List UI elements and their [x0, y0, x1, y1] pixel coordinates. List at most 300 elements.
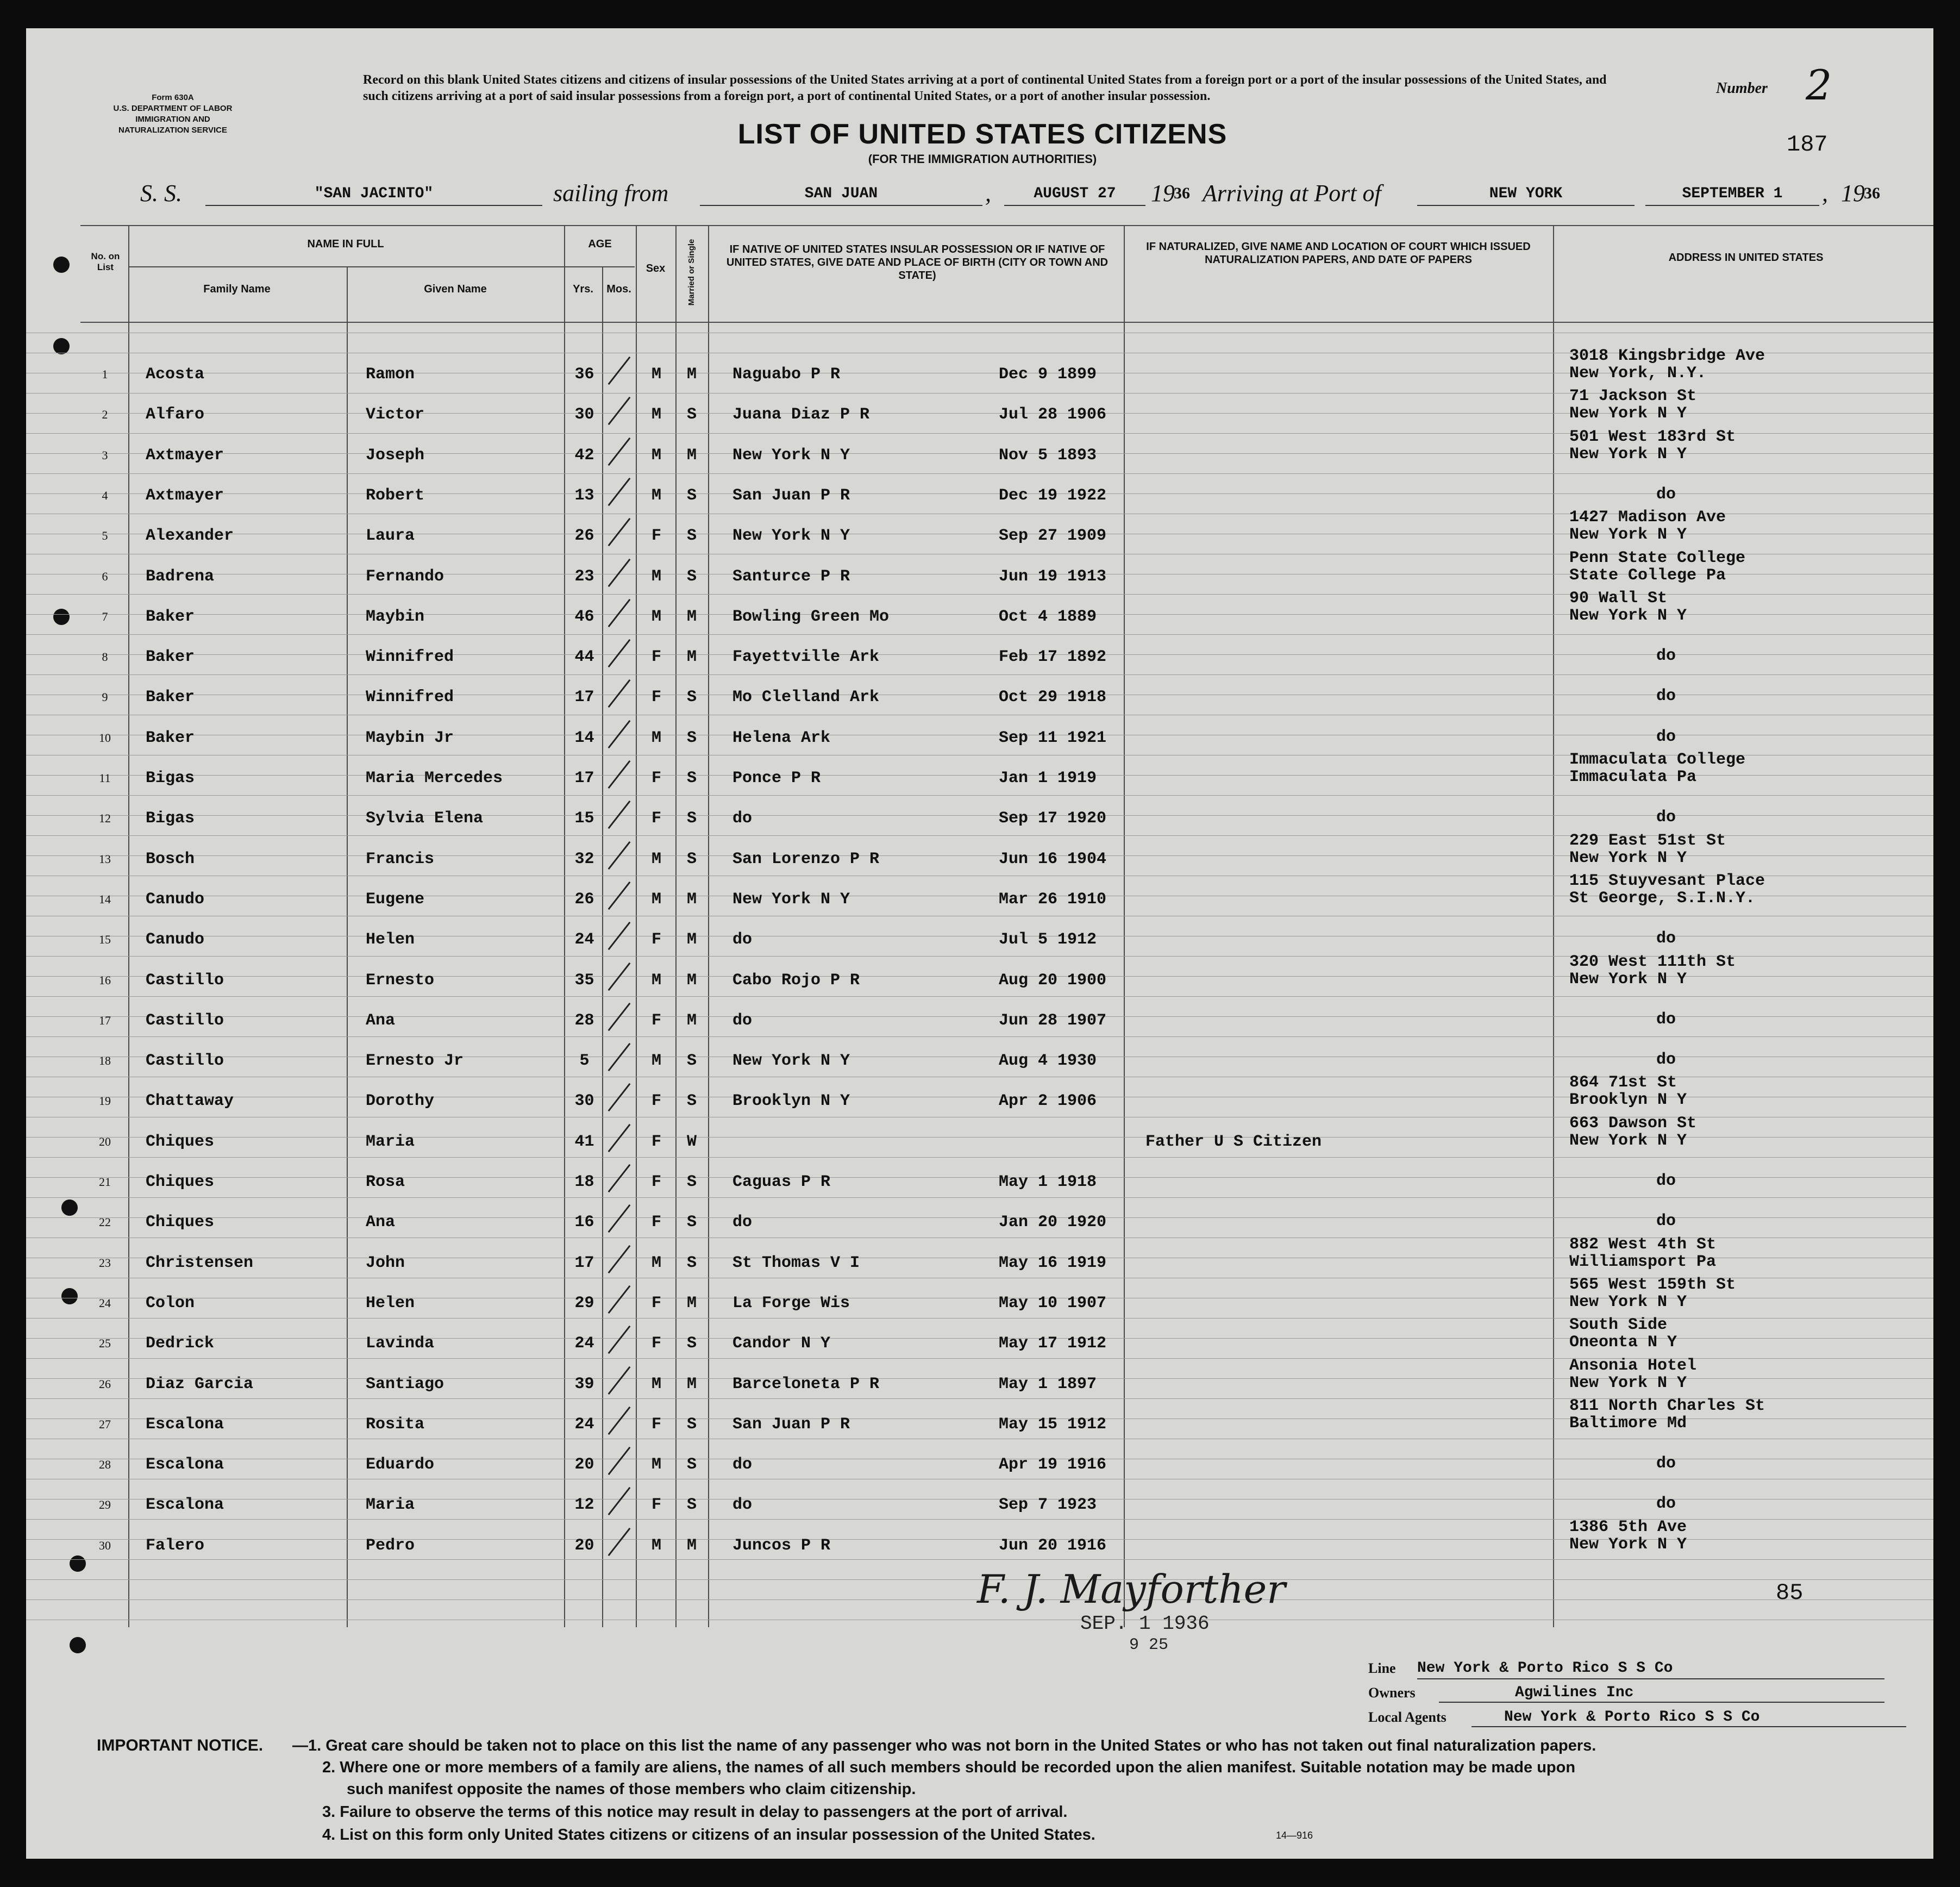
given-name-cell: Maria [366, 1496, 415, 1515]
given-name-cell: Santiago [366, 1374, 444, 1394]
address-line2-cell: New York N Y [1569, 848, 1687, 867]
marital-status-cell: S [686, 1052, 697, 1071]
ruled-line [26, 1157, 1933, 1158]
sex-cell: F [651, 1011, 661, 1030]
row-number: 11 [99, 771, 111, 785]
ruled-line [26, 1217, 1933, 1218]
mos-slash-mark [608, 1285, 631, 1314]
birth-date-cell: Apr 2 1906 [999, 1092, 1097, 1111]
sailing-label: sailing from [553, 180, 669, 207]
birth-date-cell: Jun 16 1904 [999, 849, 1107, 868]
marital-status-cell: M [686, 971, 697, 990]
birth-date-cell: Dec 9 1899 [999, 365, 1097, 384]
birth-date-cell: Jan 20 1920 [999, 1213, 1107, 1232]
family-name-cell: Chiques [146, 1132, 215, 1151]
birth-date-cell: Mar 26 1910 [999, 890, 1107, 909]
ruled-line [26, 473, 1933, 474]
birth-place-cell: Bowling Green Mo [732, 607, 890, 626]
punch-hole [53, 609, 70, 625]
sex-cell: M [651, 1374, 661, 1394]
row-number: 26 [99, 1377, 111, 1391]
marital-status-cell: M [686, 446, 697, 465]
birth-place-cell: New York N Y [732, 527, 850, 546]
family-name-cell: Bosch [146, 849, 195, 868]
birth-date-cell: Oct 29 1918 [999, 688, 1107, 707]
address-line1-cell: 320 West 111th St [1569, 952, 1736, 971]
col-divider [564, 225, 565, 1627]
address-line1-cell: 90 Wall St [1569, 589, 1668, 608]
sex-cell: F [651, 1496, 661, 1515]
col-divider [708, 225, 709, 1627]
family-name-cell: Castillo [146, 1011, 224, 1030]
birth-date-cell: Jun 20 1916 [999, 1536, 1107, 1555]
family-name-cell: Escalona [146, 1455, 224, 1474]
marital-status-cell: S [686, 728, 697, 747]
sex-cell: F [651, 527, 661, 546]
given-name-cell: Maria Mercedes [366, 769, 503, 788]
birth-place-cell: Candor N Y [732, 1334, 831, 1353]
given-name-cell: Rosita [366, 1415, 425, 1434]
given-name-cell: Winnifred [366, 688, 454, 707]
address-line2-cell: New York N Y [1569, 526, 1687, 545]
sex-cell: M [651, 567, 661, 586]
col-divider [1124, 225, 1125, 1627]
sex-cell: M [651, 405, 661, 424]
address-line1-cell: 229 East 51st St [1569, 831, 1726, 850]
given-name-cell: Ramon [366, 365, 415, 384]
birth-place-cell: Fayettville Ark [732, 648, 880, 667]
marital-status-cell: S [686, 1173, 697, 1191]
header-yrs: Yrs. [573, 283, 593, 295]
mos-slash-mark [608, 760, 631, 789]
mos-slash-mark [608, 1528, 631, 1556]
family-name-cell: Baker [146, 648, 195, 667]
given-name-cell: Helen [366, 930, 415, 949]
row-number: 7 [102, 609, 108, 623]
row-number: 19 [99, 1094, 111, 1108]
marital-status-cell: M [686, 1011, 697, 1030]
address-line1-cell: 71 Jackson St [1569, 387, 1697, 406]
given-name-cell: Maybin [366, 607, 425, 626]
officer-signature: F. J. Mayforther [977, 1566, 1286, 1612]
comma: , [1822, 180, 1828, 207]
marital-status-cell: S [686, 1092, 697, 1111]
address-line2-cell: do [1656, 1051, 1676, 1070]
family-name-cell: Acosta [146, 365, 205, 384]
given-name-cell: Maria [366, 1132, 415, 1151]
given-name-cell: Sylvia Elena [366, 809, 484, 828]
row-number: 1 [102, 367, 108, 381]
given-name-cell: Pedro [366, 1536, 415, 1555]
given-name-cell: Lavinda [366, 1334, 435, 1353]
family-name-cell: Diaz Garcia [146, 1374, 254, 1394]
sex-cell: F [651, 1092, 661, 1111]
birth-date-cell: Aug 20 1900 [999, 971, 1107, 990]
departure-year-prefix: 19 [1151, 180, 1175, 207]
mos-slash-mark [608, 1487, 631, 1515]
row-number: 25 [99, 1336, 111, 1351]
age-cell: 30 [574, 405, 594, 424]
birth-place-cell: New York N Y [732, 1052, 850, 1071]
given-name-cell: Ernesto [366, 971, 435, 990]
given-name-cell: Ernesto Jr [366, 1052, 464, 1071]
total-count: 85 [1776, 1580, 1804, 1606]
line-label: Line [1368, 1660, 1396, 1676]
mos-slash-mark [608, 437, 631, 465]
birth-date-cell: Feb 17 1892 [999, 648, 1107, 667]
page-subtitle: (FOR THE IMMIGRATION AUTHORITIES) [868, 152, 1097, 166]
preamble-text: Record on this blank United States citizens and citizens of insular possessions of the United States arriving at a port of continental United States from a foreign port or a port of the insular possessions of the United States, and such citizens arriving at a port of said insular possessions from a foreign port, a port of continental United States, or a port of another insular possession. [363, 73, 1607, 103]
address-line2-cell: New York N Y [1569, 445, 1687, 464]
birth-place-cell: San Juan P R [732, 486, 850, 505]
age-cell: 26 [574, 527, 594, 546]
address-line2-cell: do [1656, 1454, 1676, 1473]
header-no-on-list: No. on List [91, 251, 120, 272]
family-name-cell: Escalona [146, 1496, 224, 1515]
page-title: LIST OF UNITED STATES CITIZENS [737, 118, 1228, 150]
address-line2-cell: Williamsport Pa [1569, 1252, 1717, 1271]
birth-place-cell: Ponce P R [732, 769, 821, 788]
comma: , [985, 180, 991, 207]
marital-status-cell: S [686, 1496, 697, 1515]
age-cell: 28 [574, 1011, 594, 1030]
ruled-line [26, 815, 1933, 816]
sex-cell: M [651, 849, 661, 868]
given-name-cell: Dorothy [366, 1092, 435, 1111]
birth-place-cell: Juana Diaz P R [732, 405, 870, 424]
number-value: 2 [1806, 61, 1832, 109]
age-cell: 41 [574, 1132, 594, 1151]
given-name-cell: Ana [366, 1213, 396, 1232]
row-number: 12 [99, 811, 111, 826]
age-cell: 39 [574, 1374, 594, 1394]
departure-date: AUGUST 27 [1004, 183, 1145, 206]
ship-name: "SAN JACINTO" [205, 183, 542, 206]
address-line2-cell: do [1656, 647, 1676, 666]
family-name-cell: Canudo [146, 890, 205, 909]
address-line2-cell: New York N Y [1569, 1373, 1687, 1392]
marital-status-cell: S [686, 1455, 697, 1474]
mos-slash-mark [608, 397, 631, 425]
mos-slash-mark [608, 679, 631, 708]
birth-place-cell: St Thomas V I [732, 1253, 860, 1272]
sex-cell: F [651, 930, 661, 949]
age-cell: 20 [574, 1536, 594, 1555]
address-line2-cell: Brooklyn N Y [1569, 1091, 1687, 1110]
family-name-cell: Badrena [146, 567, 215, 586]
given-name-cell: Francis [366, 849, 435, 868]
name-subheader-divider [128, 266, 579, 267]
birth-date-cell: May 17 1912 [999, 1334, 1107, 1353]
address-line2-cell: do [1656, 1172, 1676, 1190]
address-line2-cell: do [1656, 1495, 1676, 1514]
header-married-single: Married or Single [687, 239, 696, 306]
age-cell: 24 [574, 1415, 594, 1434]
arrival-date: SEPTEMBER 1 [1645, 183, 1819, 206]
sex-cell: M [651, 1253, 661, 1272]
sex-cell: M [651, 890, 661, 909]
mos-slash-mark [608, 1083, 631, 1111]
header-birth: IF NATIVE OF UNITED STATES INSULAR POSSESSION OR IF NATIVE OF UNITED STATES, GIVE DATE AND PLACE OF BIRTH (CITY OR TOWN AND STATE) [726, 243, 1109, 282]
given-name-cell: Ana [366, 1011, 396, 1030]
agents-value: New York & Porto Rico S S Co [1471, 1708, 1906, 1727]
family-name-cell: Dedrick [146, 1334, 215, 1353]
sex-cell: M [651, 1455, 661, 1474]
marital-status-cell: M [686, 930, 697, 949]
mos-slash-mark [608, 599, 631, 627]
time-stamp: 9 25 [1129, 1636, 1169, 1654]
address-line1-cell: 882 West 4th St [1569, 1235, 1717, 1254]
birth-place-cell: Santurce P R [732, 567, 850, 586]
notice-2a: 2. Where one or more members of a family are aliens, the names of all such members should be recorded upon the alien manifest. Suitable notation may be made upon [322, 1759, 1576, 1776]
age-cell: 44 [574, 648, 594, 667]
birth-date-cell: May 10 1907 [999, 1294, 1107, 1313]
marital-status-cell: S [686, 688, 697, 707]
mos-slash-mark [608, 1124, 631, 1152]
sex-cell: M [651, 1052, 661, 1071]
col-divider [347, 267, 348, 1627]
family-name-cell: Escalona [146, 1415, 224, 1434]
row-number: 9 [102, 690, 108, 704]
col-divider [602, 267, 603, 1627]
ruled-line [26, 674, 1933, 675]
given-name-cell: Winnifred [366, 648, 454, 667]
address-line2-cell: State College Pa [1569, 566, 1726, 585]
mos-slash-mark [608, 1043, 631, 1071]
family-name-cell: Colon [146, 1294, 195, 1313]
birth-place-cell: Brooklyn N Y [732, 1092, 850, 1111]
row-number: 18 [99, 1054, 111, 1068]
family-name-cell: Alfaro [146, 405, 205, 424]
arrival-year-prefix: 19 [1841, 180, 1865, 207]
row-number: 20 [99, 1134, 111, 1148]
age-cell: 13 [574, 486, 594, 505]
punch-hole [61, 1288, 78, 1304]
departure-year-suffix: 36 [1174, 184, 1190, 202]
age-cell: 17 [574, 688, 594, 707]
given-name-cell: Eduardo [366, 1455, 435, 1474]
birth-date-cell: Sep 11 1921 [999, 728, 1107, 747]
punch-hole [70, 1637, 86, 1653]
marital-status-cell: M [686, 607, 697, 626]
mos-slash-mark [608, 558, 631, 586]
address-line1-cell: 811 North Charles St [1569, 1396, 1765, 1415]
birth-place-cell: Naguabo P R [732, 365, 841, 384]
birth-place-cell: Juncos P R [732, 1536, 831, 1555]
header-sex: Sex [646, 263, 666, 274]
address-line2-cell: New York N Y [1569, 1131, 1687, 1150]
family-name-cell: Christensen [146, 1253, 254, 1272]
row-number: 8 [102, 650, 108, 664]
given-name-cell: John [366, 1253, 405, 1272]
age-cell: 12 [574, 1496, 594, 1515]
age-cell: 15 [574, 809, 594, 828]
sex-cell: F [651, 1132, 661, 1151]
age-cell: 17 [574, 769, 594, 788]
address-line2-cell: do [1656, 929, 1676, 948]
row-number: 29 [99, 1498, 111, 1512]
marital-status-cell: M [686, 365, 697, 384]
birth-place-cell: Helena Ark [732, 728, 831, 747]
row-number: 23 [99, 1255, 111, 1270]
row-number: 30 [99, 1538, 111, 1552]
marital-status-cell: S [686, 527, 697, 546]
naturalization-cell: Father U S Citizen [1145, 1132, 1322, 1151]
birth-place-cell: do [732, 1213, 753, 1232]
birth-place-cell: La Forge Wis [732, 1294, 850, 1313]
ruled-line [26, 996, 1933, 997]
address-line1-cell: 1386 5th Ave [1569, 1517, 1687, 1536]
row-number: 28 [99, 1458, 111, 1472]
address-line1-cell: 864 71st St [1569, 1073, 1677, 1092]
age-cell: 32 [574, 849, 594, 868]
given-name-cell: Maybin Jr [366, 728, 454, 747]
owners-label: Owners [1368, 1685, 1416, 1701]
sex-cell: M [651, 486, 661, 505]
col-divider [1553, 225, 1554, 1627]
address-line2-cell: Oneonta N Y [1569, 1333, 1677, 1352]
marital-status-cell: S [686, 567, 697, 586]
arrival-year-suffix: 36 [1864, 184, 1880, 202]
address-line1-cell: 115 Stuyvesant Place [1569, 871, 1765, 890]
sex-cell: M [651, 728, 661, 747]
ruled-line [26, 795, 1933, 796]
age-cell: 20 [574, 1455, 594, 1474]
age-cell: 23 [574, 567, 594, 586]
agents-label: Local Agents [1368, 1709, 1446, 1725]
punch-hole [53, 338, 70, 354]
mos-slash-mark [608, 720, 631, 748]
header-given-name: Given Name [424, 283, 487, 295]
marital-status-cell: S [686, 1253, 697, 1272]
arrival-port: NEW YORK [1417, 183, 1635, 206]
ruled-line [26, 1016, 1933, 1017]
marital-status-cell: S [686, 405, 697, 424]
col-divider [128, 225, 129, 1627]
sex-cell: M [651, 971, 661, 990]
marital-status-cell: W [686, 1132, 697, 1151]
marital-status-cell: M [686, 1536, 697, 1555]
row-number: 21 [99, 1175, 111, 1189]
given-name-cell: Victor [366, 405, 425, 424]
row-number: 6 [102, 569, 108, 583]
ruled-line [26, 1036, 1933, 1037]
address-line2-cell: Immaculata Pa [1569, 768, 1697, 786]
birth-date-cell: Aug 4 1930 [999, 1052, 1097, 1071]
header-divider [80, 322, 1933, 323]
header-naturalized: IF NATURALIZED, GIVE NAME AND LOCATION OF COURT WHICH ISSUED NATURALIZATION PAPERS, AND DATE OF PAPERS [1146, 241, 1531, 266]
family-name-cell: Canudo [146, 930, 205, 949]
given-name-cell: Robert [366, 486, 425, 505]
address-line1-cell: 501 West 183rd St [1569, 427, 1736, 446]
family-name-cell: Axtmayer [146, 486, 224, 505]
address-line1-cell: 3018 Kingsbridge Ave [1569, 347, 1765, 365]
age-cell: 18 [574, 1173, 594, 1191]
family-name-cell: Castillo [146, 971, 224, 990]
age-cell: 42 [574, 446, 594, 465]
given-name-cell: Eugene [366, 890, 425, 909]
sex-cell: M [651, 446, 661, 465]
marital-status-cell: S [686, 486, 697, 505]
birth-place-cell: Barceloneta P R [732, 1374, 880, 1394]
address-line2-cell: do [1656, 1212, 1676, 1231]
mos-slash-mark [608, 1407, 631, 1435]
address-line2-cell: do [1656, 1010, 1676, 1029]
family-name-cell: Falero [146, 1536, 205, 1555]
age-cell: 24 [574, 930, 594, 949]
given-name-cell: Joseph [366, 446, 425, 465]
mos-slash-mark [608, 478, 631, 506]
mos-slash-mark [608, 1366, 631, 1394]
age-cell: 17 [574, 1253, 594, 1272]
birth-date-cell: Jul 5 1912 [999, 930, 1097, 949]
sex-cell: M [651, 365, 661, 384]
notice-heading [97, 1735, 263, 1757]
row-number: 17 [99, 1013, 111, 1027]
age-cell: 29 [574, 1294, 594, 1313]
birth-date-cell: Jun 28 1907 [999, 1011, 1107, 1030]
marital-status-cell: S [686, 1213, 697, 1232]
sex-cell: F [651, 1173, 661, 1191]
address-line2-cell: New York N Y [1569, 1292, 1687, 1311]
ruled-line [26, 634, 1933, 635]
marital-status-cell: S [686, 1415, 697, 1434]
punch-hole [61, 1199, 78, 1216]
family-name-cell: Chiques [146, 1213, 215, 1232]
mos-slash-mark [608, 1245, 631, 1273]
age-cell: 5 [579, 1052, 590, 1071]
mos-slash-mark [608, 357, 631, 385]
address-line2-cell: do [1656, 808, 1676, 827]
mos-slash-mark [608, 1326, 631, 1354]
notice-3: 3. Failure to observe the terms of this notice may result in delay to passengers at the port of arrival. [322, 1803, 1068, 1821]
row-number: 3 [102, 448, 108, 462]
birth-place-cell: Caguas P R [732, 1173, 831, 1191]
birth-date-cell: Apr 19 1916 [999, 1455, 1107, 1474]
mos-slash-mark [608, 639, 631, 667]
address-line1-cell: 565 West 159th St [1569, 1275, 1736, 1294]
row-number: 5 [102, 529, 108, 543]
notice-1: —1. Great care should be taken not to place on this list the name of any passenger who was not born in the United States or who has not taken out final naturalization papers. [292, 1737, 1596, 1754]
row-number: 10 [99, 730, 111, 745]
address-line2-cell: St George, S.I.N.Y. [1569, 889, 1756, 908]
sex-cell: M [651, 1536, 661, 1555]
birth-date-cell: Oct 4 1889 [999, 607, 1097, 626]
form-id: Form 630A U.S. DEPARTMENT OF LABOR IMMIGRATION AND NATURALIZATION SERVICE [113, 93, 233, 135]
punch-hole [53, 257, 70, 273]
birth-date-cell: May 15 1912 [999, 1415, 1107, 1434]
age-cell: 14 [574, 728, 594, 747]
marital-status-cell: M [686, 1374, 697, 1394]
marital-status-cell: S [686, 1334, 697, 1353]
header-family-name: Family Name [203, 283, 271, 295]
given-name-cell: Rosa [366, 1173, 405, 1191]
sex-cell: F [651, 648, 661, 667]
age-cell: 30 [574, 1092, 594, 1111]
family-name-cell: Baker [146, 607, 195, 626]
row-number: 15 [99, 933, 111, 947]
address-line2-cell: do [1656, 485, 1676, 504]
header-name-in-full: NAME IN FULL [307, 238, 384, 250]
birth-date-cell: Sep 7 1923 [999, 1496, 1097, 1515]
address-line1-cell: Penn State College [1569, 548, 1746, 567]
row-number: 13 [99, 852, 111, 866]
ss-label: S. S. [140, 180, 182, 207]
birth-date-cell: Dec 19 1922 [999, 486, 1107, 505]
table-top-border [80, 225, 1933, 226]
sex-cell: F [651, 1294, 661, 1313]
address-line2-cell: Baltimore Md [1569, 1414, 1687, 1433]
